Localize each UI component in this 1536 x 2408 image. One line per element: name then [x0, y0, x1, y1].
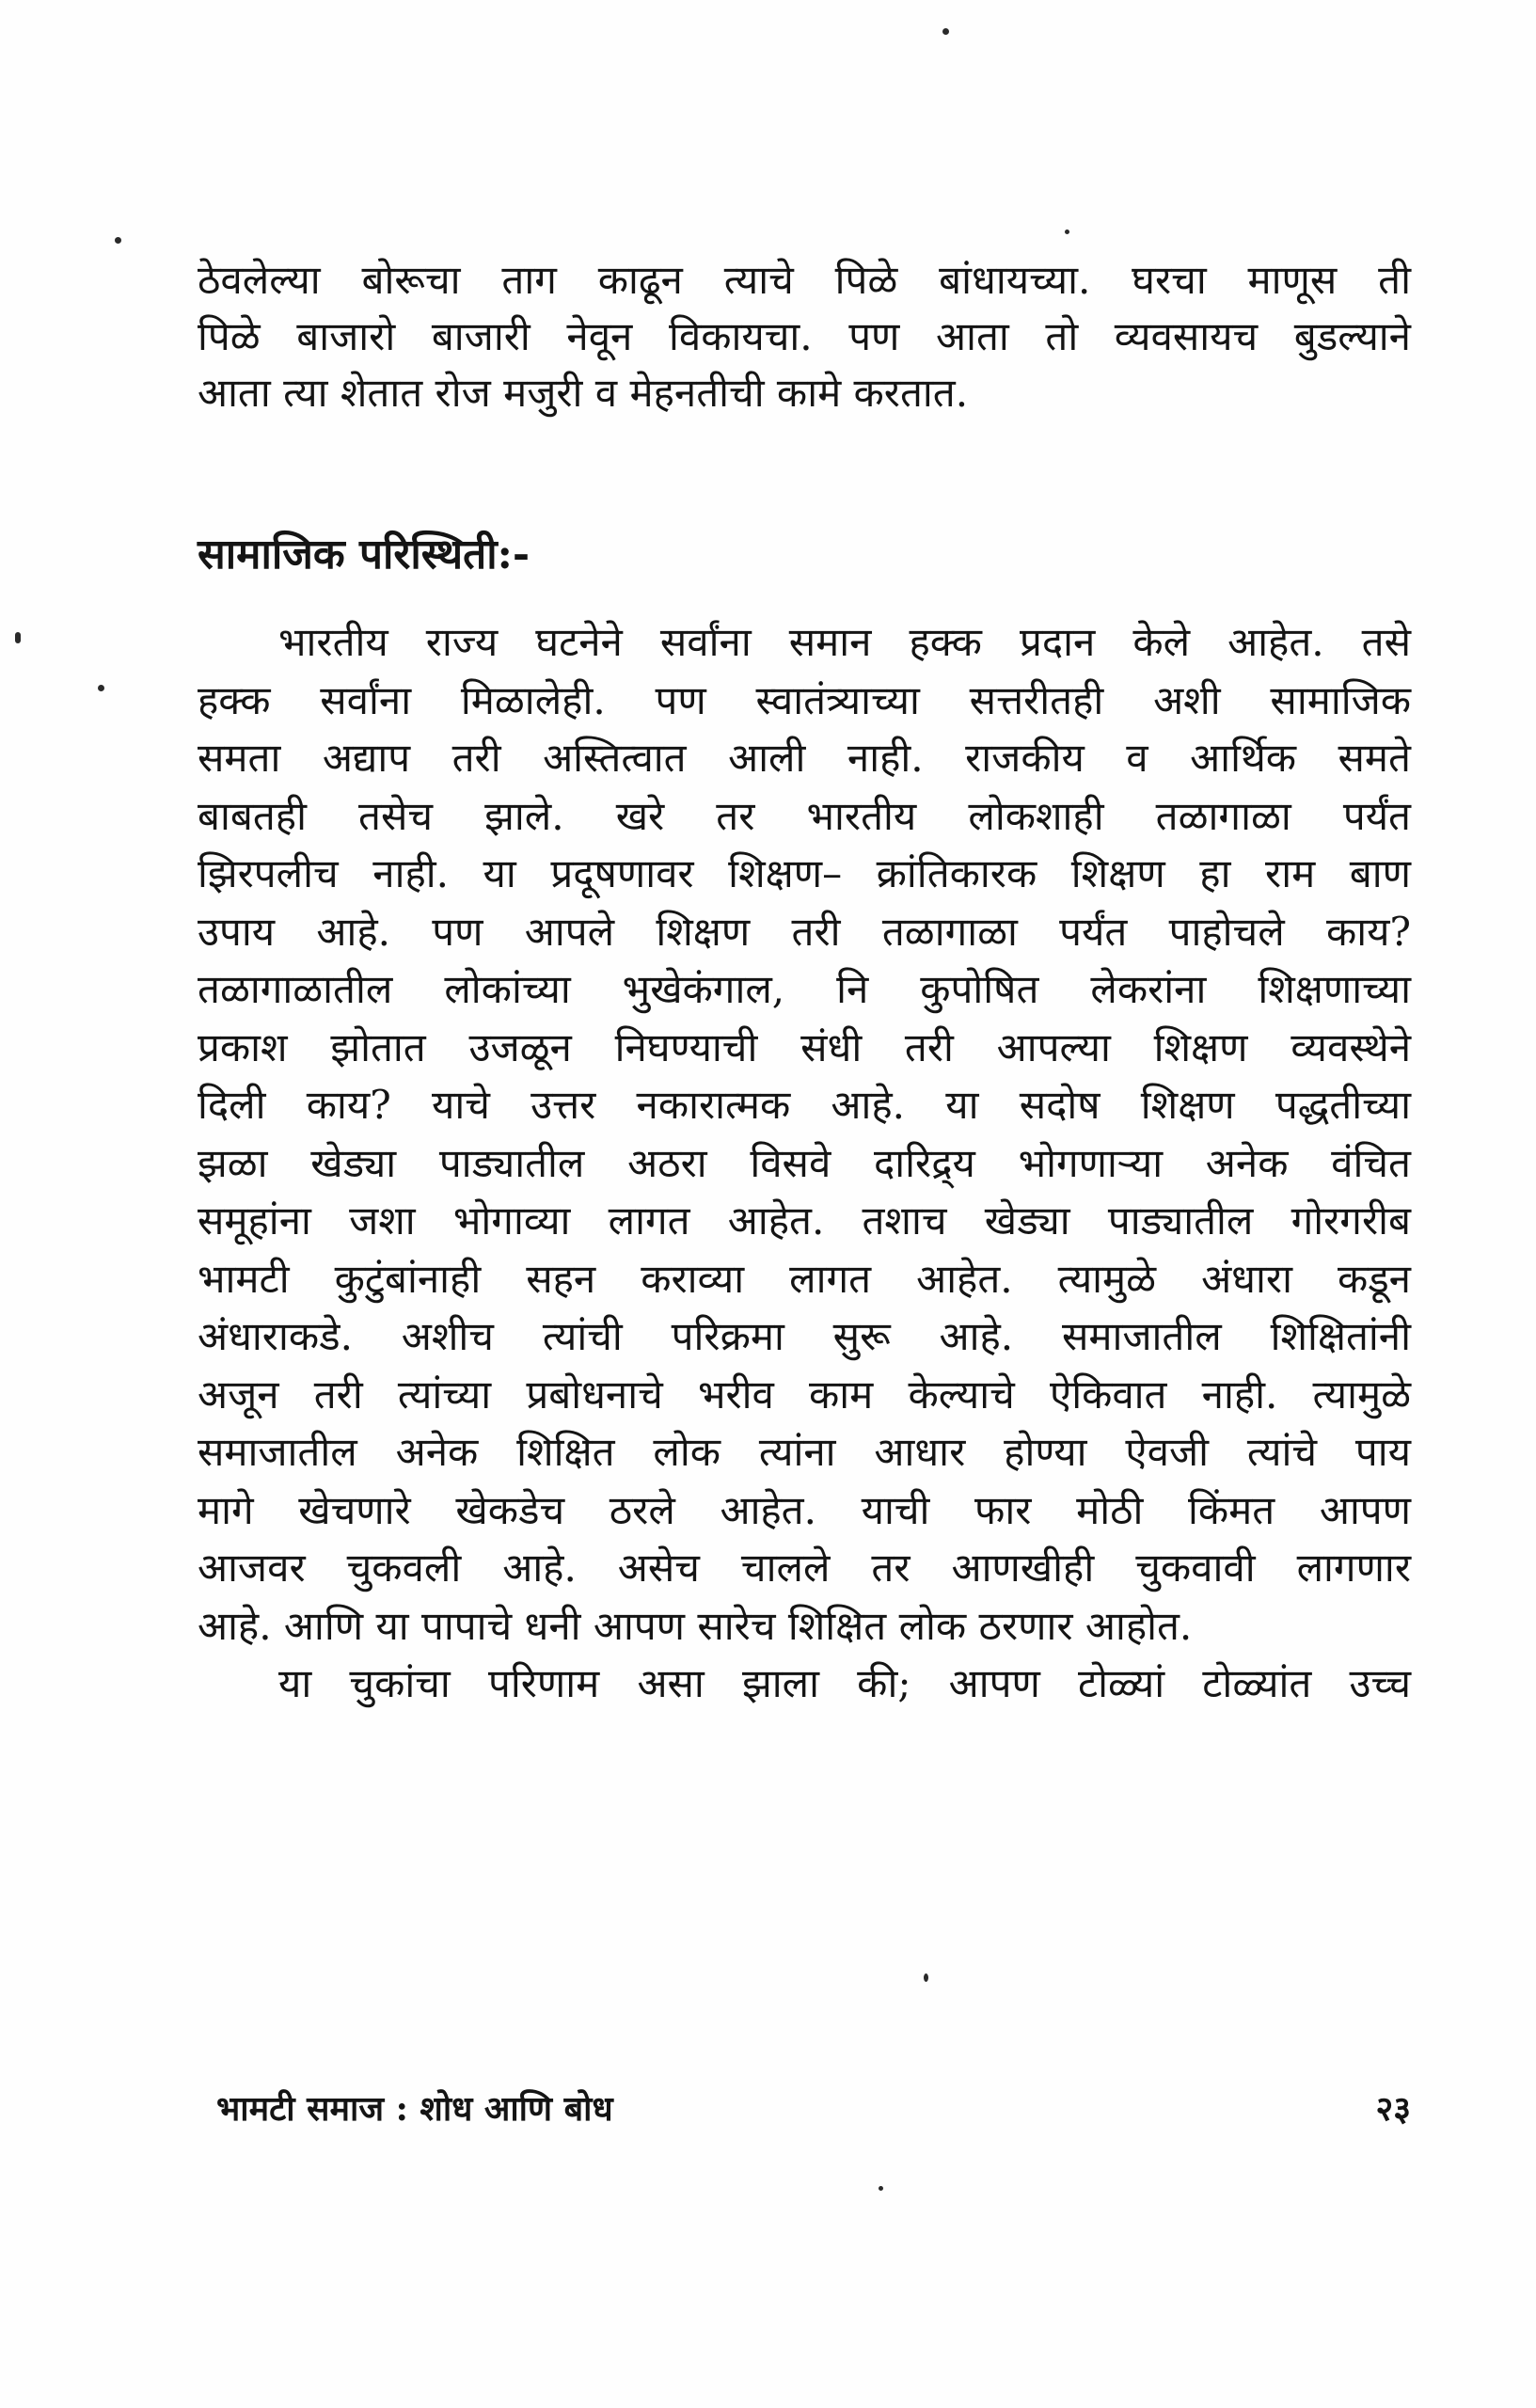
text-line: प्रकाश झोतात उजळून निघण्याची संधी तरी आपल्या शिक्षण व्यवस्थेने: [198, 1023, 1411, 1070]
text-line: उपाय आहे. पण आपले शिक्षण तरी तळागाळा पर्यंत पाहोचले काय?: [198, 908, 1411, 955]
section-heading: सामाजिक परिस्थिती:-: [198, 531, 530, 578]
text-line: आहे. आणि या पापाचे धनी आपण सारेच शिक्षित लोक ठरणार आहोत.: [198, 1602, 1193, 1649]
scan-speck: [15, 632, 21, 643]
text-line: समता अद्याप तरी अस्तित्वात आली नाही. राजकीय व आर्थिक समते: [198, 735, 1411, 781]
scan-speck: [115, 237, 121, 244]
text-line: अजून तरी त्यांच्या प्रबोधनाचे भरीव काम केल्याचे ऐकिवात नाही. त्यामुळे: [198, 1370, 1411, 1418]
text-line: समाजातील अनेक शिक्षित लोक त्यांना आधार होण्या ऐवजी त्यांचे पाय: [198, 1429, 1411, 1475]
text-line: भारतीय राज्य घटनेने सर्वांना समान हक्क प्रदान केले आहेत. तसे: [278, 619, 1411, 665]
page-footer: [216, 2081, 1411, 2137]
text-line: समूहांना जशा भोगाव्या लागत आहेत. तशाच खेड्या पाड्यातील गोरगरीब: [198, 1197, 1411, 1244]
intro-paragraph: [198, 252, 1411, 421]
text-line: ठेवलेल्या बोरूचा ताग काढून त्याचे पिळे बांधायच्या. घरचा माणूस ती: [198, 257, 1411, 303]
text-line: दिली काय? याचे उत्तर नकारात्मक आहे. या सदोष शिक्षण पद्धतीच्या: [198, 1082, 1411, 1128]
body-paragraphs: [198, 613, 1411, 1713]
text-line: या चुकांचा परिणाम असा झाला की; आपण टोळ्यां टोळ्यांत उच्च: [278, 1660, 1411, 1706]
text-line: तळागाळातील लोकांच्या भुखेकंगाल, नि कुपोषित लेकरांना शिक्षणाच्या: [198, 966, 1411, 1012]
text-line: भामटी कुटुंबांनाही सहन कराव्या लागत आहेत. त्यामुळे अंधारा कडून: [198, 1255, 1411, 1302]
text-line: मागे खेचणारे खेकडेच ठरले आहेत. याची फार मोठी किंमत आपण: [198, 1486, 1411, 1533]
text-line: हक्क सर्वांना मिळालेही. पण स्वातंत्र्याच्या सत्तरीतही अशी सामाजिक: [198, 676, 1411, 723]
scan-speck: [924, 1973, 928, 1982]
text-line: बाबतही तसेच झाले. खरे तर भारतीय लोकशाही तळागाळा पर्यंत: [198, 792, 1411, 839]
text-line: अंधाराकडे. अशीच त्यांची परिक्रमा सुरू आहे. समाजातील शिक्षितांनी: [198, 1313, 1411, 1359]
page-number: २३: [1375, 2089, 1411, 2129]
text-line: झिरपलीच नाही. या प्रदूषणावर शिक्षण– क्रांतिकारक शिक्षण हा राम बाण: [198, 850, 1411, 896]
scan-speck: [98, 685, 104, 691]
scan-speck: [879, 2186, 883, 2191]
text-line: पिळे बाजारो बाजारी नेवून विकायचा. पण आता तो व्यवसायच बुडल्याने: [198, 313, 1411, 359]
text-line: झळा खेड्या पाड्यातील अठरा विसवे दारिद्र्य भोगणाऱ्या अनेक वंचित: [198, 1139, 1411, 1186]
scan-speck: [1065, 230, 1069, 234]
text-line: आता त्या शेतात रोज मजुरी व मेहनतीची कामे करतात.: [198, 370, 969, 416]
scan-speck: [942, 28, 949, 35]
text-line: आजवर चुकवली आहे. असेच चालले तर आणखीही चुकवावी लागणार: [198, 1545, 1411, 1591]
running-footer-title: भामटी समाज : शोध आणि बोध: [216, 2089, 613, 2129]
